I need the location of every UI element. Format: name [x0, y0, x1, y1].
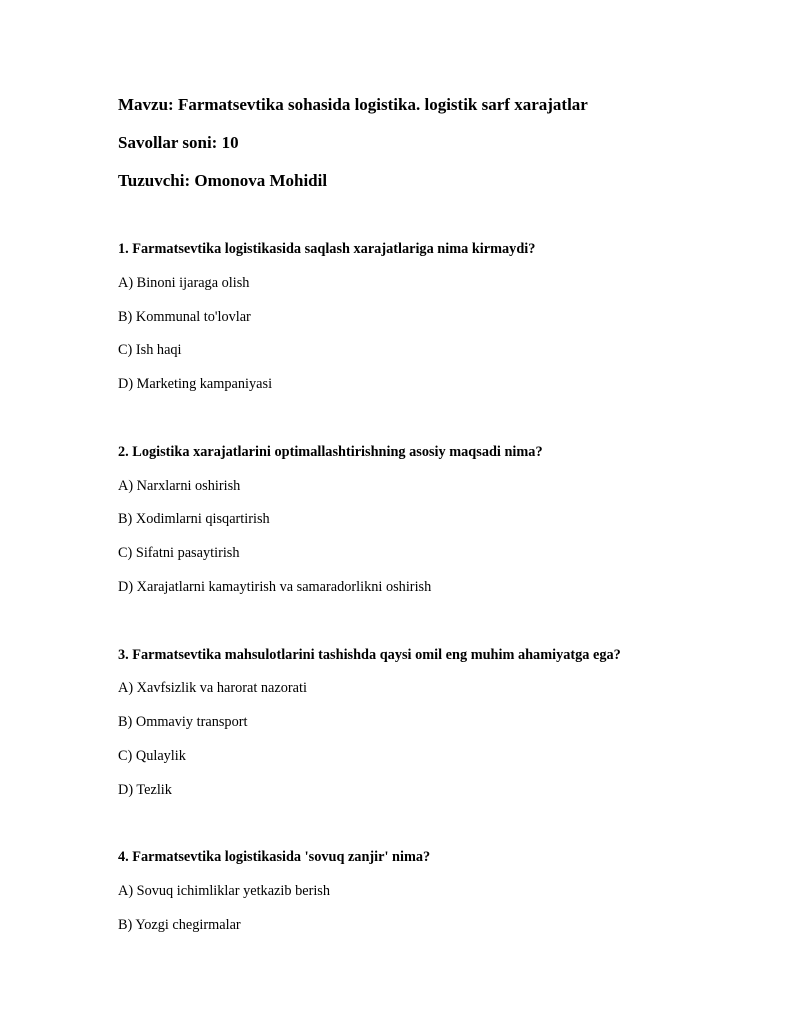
question-count-heading: Savollar soni: 10	[118, 133, 239, 152]
answer-option: B) Yozgi chegirmalar	[118, 917, 241, 933]
question-title: 2. Logistika xarajatlarini optimallashtirishning asosiy maqsadi nima?	[118, 444, 543, 460]
answer-option: A) Sovuq ichimliklar yetkazib berish	[118, 883, 331, 899]
answer-option: A) Narxlarni oshirish	[118, 478, 241, 494]
answer-option: C) Ish haqi	[118, 342, 182, 358]
answer-option: D) Xarajatlarni kamaytirish va samaradorlikni oshirish	[118, 579, 432, 595]
question-title: 3. Farmatsevtika mahsulotlarini tashishda qaysi omil eng muhim ahamiyatga ega?	[118, 647, 621, 663]
answer-option: A) Xavfsizlik va harorat nazorati	[118, 680, 307, 696]
question-title: 4. Farmatsevtika logistikasida 'sovuq zanjir' nima?	[118, 849, 431, 865]
author-heading: Tuzuvchi: Omonova Mohidil	[118, 171, 328, 190]
topic-heading: Mavzu: Farmatsevtika sohasida logistika. logistik sarf xarajatlar	[118, 95, 588, 114]
question-title: 1. Farmatsevtika logistikasida saqlash xarajatlariga nima kirmaydi?	[118, 241, 536, 257]
answer-option: B) Ommaviy transport	[118, 714, 248, 730]
answer-option: D) Marketing kampaniyasi	[118, 376, 273, 392]
answer-option: D) Tezlik	[118, 782, 172, 798]
answer-option: C) Sifatni pasaytirish	[118, 545, 240, 561]
answer-option: B) Kommunal to'lovlar	[118, 309, 251, 325]
answer-option: C) Qulaylik	[118, 748, 186, 764]
answer-option: A) Binoni ijaraga olish	[118, 275, 250, 291]
answer-option: B) Xodimlarni qisqartirish	[118, 511, 270, 527]
